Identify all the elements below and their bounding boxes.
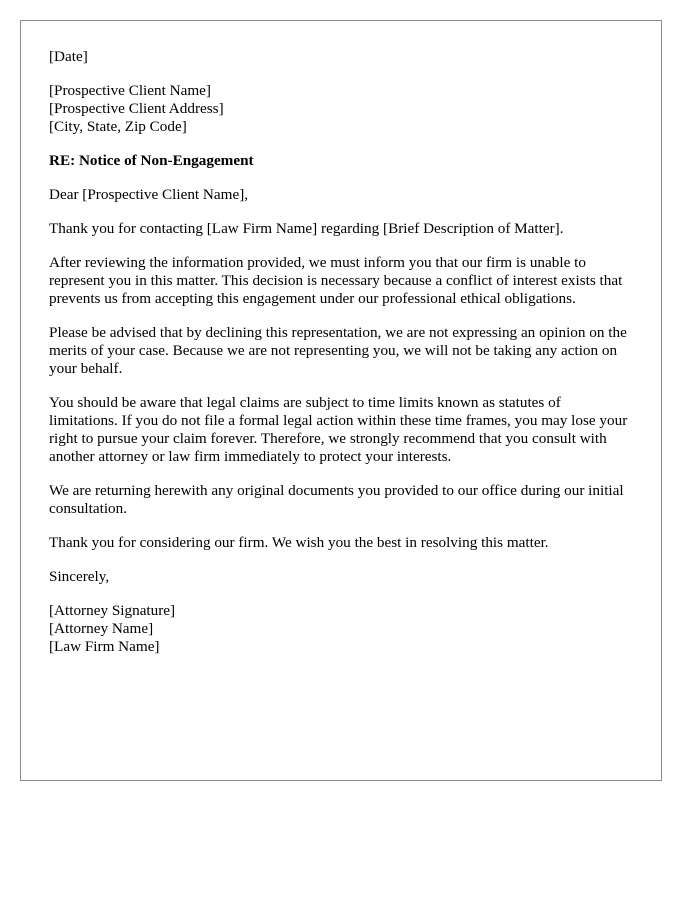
body-paragraph: Thank you for considering our firm. We wish you the best in resolving this matter. (49, 534, 549, 551)
recipient-address-block (49, 82, 633, 136)
recipient-name: [Prospective Client Name] (49, 82, 211, 99)
letter-closing: Sincerely, (49, 568, 110, 585)
body-paragraph: Thank you for contacting [Law Firm Name] regarding [Brief Description of Matter]. (49, 220, 564, 237)
body-paragraph: Please be advised that by declining this representation, we are not expressing an opinion on the merits of your case. Because we are not representing you, we will not be taking any action on your behalf. (49, 324, 627, 377)
body-paragraph: You should be aware that legal claims are subject to time limits known as statutes of limitations. If you do not file a formal legal action within these time frames, you may lose your right to pursue your claim forever. Therefore, we strongly recommend that you consult with another attorney or law firm immediately to protect your interests. (49, 394, 628, 465)
letter-date: [Date] (49, 48, 88, 65)
letter-salutation: Dear [Prospective Client Name], (49, 186, 249, 203)
letter-subject: RE: Notice of Non-Engagement (49, 152, 254, 169)
law-firm-name: [Law Firm Name] (49, 638, 160, 655)
letter-page (20, 20, 662, 781)
body-paragraph: After reviewing the information provided, we must inform you that our firm is unable to represent you in this matter. This decision is necessary because a conflict of interest exists that prevents us from accepting this engagement under our professional ethical obligations. (49, 254, 623, 307)
body-paragraph: We are returning herewith any original documents you provided to our office during our initial consultation. (49, 482, 624, 517)
signature-block (49, 602, 633, 656)
recipient-city: [City, State, Zip Code] (49, 118, 187, 135)
recipient-address: [Prospective Client Address] (49, 100, 224, 117)
attorney-signature: [Attorney Signature] (49, 602, 176, 619)
attorney-name: [Attorney Name] (49, 620, 154, 637)
